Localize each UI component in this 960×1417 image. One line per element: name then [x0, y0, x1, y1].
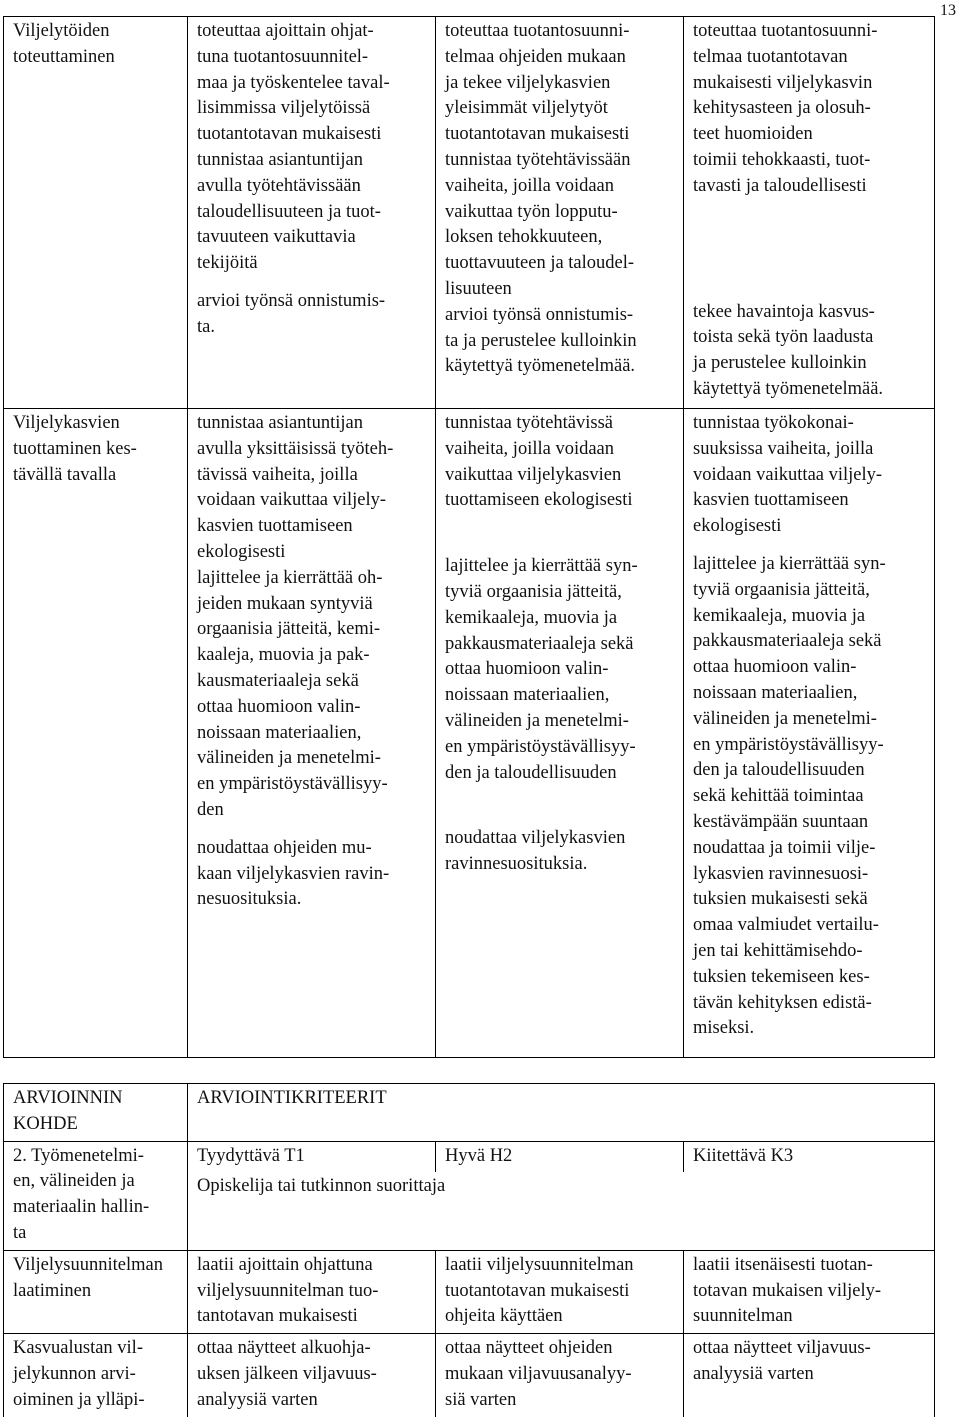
subject-label: Opiskelija tai tutkinnon suorittaja — [197, 1176, 446, 1197]
criteria-cell-h2 — [436, 1250, 684, 1333]
criteria-cell-k3 — [684, 409, 935, 1058]
assessment-target-cell — [4, 1250, 188, 1333]
assessment-target-cell — [4, 409, 188, 1058]
criterion-text: toteuttaa ajoittain ohjat- tuna tuotantosuunnitel- maa ja työskentelee taval- lisimmissa viljelytöissä tuotantotavan mukaisesti — [197, 21, 390, 145]
criteria-cell-t1 — [188, 409, 436, 1058]
criteria-cell-t1 — [188, 1250, 436, 1333]
criterion-text: ottaa näytteet ohjeiden mukaan viljavuusanalyy- siä varten — [445, 1338, 632, 1410]
header-target-cell — [4, 1084, 188, 1142]
table-header-row — [4, 1084, 935, 1142]
assessment-target-cell — [4, 17, 188, 409]
criterion-text: tekee havaintoja kasvus- toista sekä työn laadusta ja perustelee kulloinkin käytettyä työmenetelmää. — [693, 301, 884, 399]
criterion-text: arvioi työnsä onnistumis- ta ja perustelee kulloinkin käytettyä työmenetelmää. — [445, 304, 637, 377]
grade-t1-cell — [188, 1141, 436, 1172]
criteria-table-upper — [3, 16, 935, 1058]
header-criteria-cell — [188, 1084, 935, 1142]
criterion-text: toimii tehokkaasti, tuot- tavasti ja taloudellisesti — [693, 149, 871, 196]
subject-cell — [188, 1172, 935, 1250]
assessment-target: Viljelytöiden toteuttaminen — [13, 21, 115, 67]
grade-label-t1: Tyydyttävä T1 — [197, 1145, 305, 1166]
criterion-text: laatii itsenäisesti tuotan- totavan mukaisen viljely- suunnitelman — [693, 1254, 882, 1327]
assessment-target: Viljelysuunnitelman laatiminen — [13, 1254, 163, 1301]
table-row — [4, 1250, 935, 1333]
criterion-text: laatii ajoittain ohjattuna viljelysuunnitelman tuo- tantotavan mukaisesti — [197, 1254, 379, 1327]
grade-label-h2: Hyvä H2 — [445, 1145, 513, 1166]
criterion-text: lajittelee ja kierrättää syn- tyviä orgaanisia jätteitä, kemikaaleja, muovia ja pakkausmateriaaleja sekä ottaa huomioon valin- noissaan materiaalien, välineiden ja menetelmi- en ympäristöystävällisyy- den ja taloudellisuuden — [445, 556, 638, 783]
assessment-target: Kasvualustan vil- jelykunnon arvi- oiminen ja ylläpi- — [13, 1338, 145, 1410]
criteria-cell-k3 — [684, 17, 935, 409]
criteria-cell-t1 — [188, 1334, 436, 1417]
criterion-text: ottaa näytteet viljavuus- analyysiä varten — [693, 1338, 871, 1385]
criteria-cell-k3 — [684, 1250, 935, 1333]
grade-k3-cell — [684, 1141, 935, 1172]
criteria-cell-h2 — [436, 409, 684, 1058]
criterion-text: toteuttaa tuotantosuunni- telmaa ohjeiden mukaan ja tekee viljelykasvien yleisimmät viljelytyöt tuotantotavan mukaisesti — [445, 21, 630, 145]
table-row — [4, 17, 935, 409]
criterion-text: noudattaa viljelykasvien ravinnesuosituksia. — [445, 828, 626, 875]
criterion-text: ottaa näytteet alkuohja- uksen jälkeen viljavuus- analyysiä varten — [197, 1338, 377, 1410]
table-row — [4, 1334, 935, 1417]
criterion-text: laatii viljelysuunnitelman tuotantotavan mukaisesti ohjeita käyttäen — [445, 1254, 634, 1327]
section-title-cell — [4, 1141, 188, 1250]
criterion-text: lajittelee ja kierrättää syn- tyviä orgaanisia jätteitä, kemikaaleja, muovia ja pakkausmateriaaleja sekä ottaa huomioon valin- noissaan materiaalien, välineiden ja menetelmi- en ympäristöystävällisyy- den ja taloudellisuuden sekä kehittää toimintaa kestävämpään suuntaan — [693, 553, 886, 832]
table-row — [4, 1141, 935, 1172]
grade-h2-cell — [436, 1141, 684, 1172]
criterion-text: arvioi työnsä onnistumis- ta. — [197, 290, 386, 337]
criterion-text: tunnistaa työtehtävissään vaiheita, joilla voidaan vaikuttaa työn lopputu- loksen tehokkuuteen, tuottavuuteen ja taloudel- lisuuteen — [445, 149, 635, 299]
section-title: 2. Työmenetelmi- en, välineiden ja materiaalin hallin- ta — [13, 1145, 150, 1243]
criterion-text: tunnistaa työkokonai- suuksissa vaiheita, joilla voidaan vaikuttaa viljely- kasvien tuottamiseen ekologisesti — [693, 413, 883, 537]
criteria-cell-h2 — [436, 17, 684, 409]
criteria-cell-h2 — [436, 1334, 684, 1417]
criteria-table-lower — [3, 1083, 935, 1417]
assessment-target: Viljelykasvien tuottaminen kes- tävällä tavalla — [13, 413, 137, 485]
criterion-text: tunnistaa asiantuntijan avulla työtehtävissään taloudellisuuteen ja tuot- tavuuteen vaikuttavia tekijöitä — [197, 149, 381, 274]
criterion-text: toteuttaa tuotantosuunni- telmaa tuotantotavan mukaisesti viljelykasvin kehitysasteen ja olosuh- teet huomioiden — [693, 21, 878, 145]
table-row — [4, 409, 935, 1058]
page-number: 13 — [940, 2, 956, 19]
criterion-text: noudattaa ohjeiden mu- kaan viljelykasvien ravin- nesuosituksia. — [197, 837, 390, 910]
criteria-cell-k3 — [684, 1334, 935, 1417]
criterion-text: lajittelee ja kierrättää oh- jeiden mukaan syntyviä orgaanisia jätteitä, kemi- kaaleja, muovia ja pak- kausmateriaaleja sekä ottaa huomioon valin- noissaan materiaalien, välineiden ja menetelmi- en ympäristöystävällisyy- den — [197, 567, 388, 820]
criterion-text: tunnistaa asiantuntijan avulla yksittäisissä työteh- tävissä vaiheita, joilla voidaan vaikuttaa viljely- kasvien tuottamiseen ekologisesti — [197, 413, 394, 562]
assessment-target-cell — [4, 1334, 188, 1417]
grade-label-k3: Kiitettävä K3 — [693, 1145, 794, 1166]
criterion-text: noudattaa ja toimii vilje- lykasvien ravinnesuosi- tuksien mukaisesti sekä omaa valmiudet vertailu- jen tai kehittämisehdo- tuksien tekemiseen kes- tävän kehityksen edistä- miseksi. — [693, 837, 879, 1039]
criterion-text: tunnistaa työtehtävissä vaiheita, joilla voidaan vaikuttaa viljelykasvien tuottamiseen ekologisesti — [445, 413, 633, 511]
header-assessment-target: ARVIOINNIN KOHDE — [13, 1088, 123, 1134]
header-assessment-criteria: ARVIOINTIKRITEERIT — [197, 1088, 387, 1108]
criteria-cell-t1 — [188, 17, 436, 409]
